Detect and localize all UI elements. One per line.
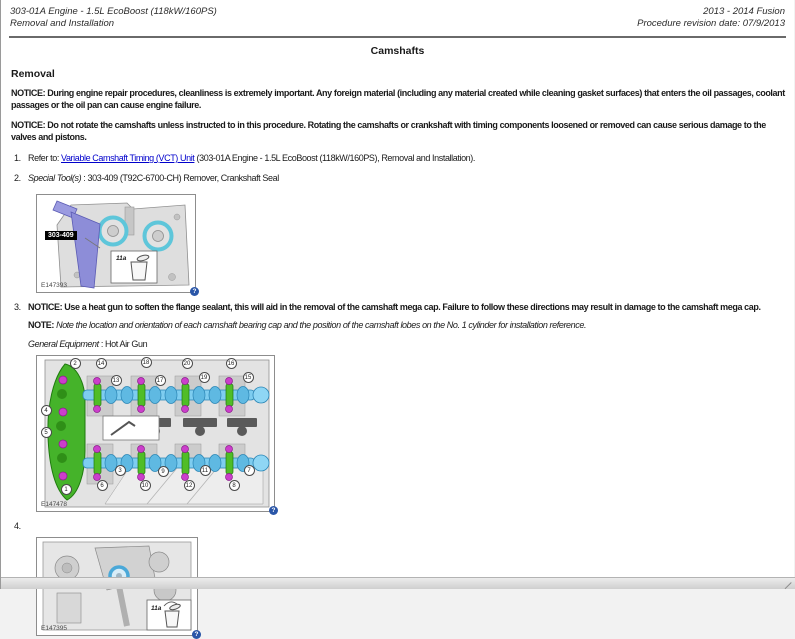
callout-7: 7: [244, 465, 255, 476]
step-3-notice: NOTICE: Use a heat gun to soften the flange sealant, this will aid in the removal of the camshaft mega cap. Failure to follow these directions may result in damage to the camshaft mega cap.: [28, 302, 761, 313]
resize-grip[interactable]: [784, 579, 793, 587]
callout-15: 15: [243, 372, 254, 383]
header-left: [10, 6, 217, 31]
help-icon[interactable]: ?: [192, 630, 201, 639]
callout-2: 2: [70, 358, 81, 369]
help-icon[interactable]: ?: [269, 506, 278, 515]
notice-do-not-rotate: NOTICE: Do not rotate the camshafts unless instructed to in this procedure. Rotating the camshafts or crankshaft with timing components loosened or removed can cause serious damage to the valves and pistons.: [11, 119, 766, 143]
callout-1: 1: [61, 484, 72, 495]
step-1: [1, 152, 788, 164]
callout-11: 11: [200, 465, 211, 476]
figure-caption: E147395: [41, 624, 68, 632]
callout-6: 6: [97, 480, 108, 491]
section-heading: Removal: [11, 67, 55, 80]
figure-caption: E147393: [41, 282, 68, 290]
callout-3: 3: [115, 465, 126, 476]
step-1-number: 1.: [14, 153, 21, 164]
step-4: [1, 520, 788, 532]
note-text: Note the location and orientation of each camshaft bearing cap and the position of the camshaft lobes on the No. 1 cylinder for installation reference.: [54, 320, 587, 331]
heat-gun-sketch-inset: [103, 416, 159, 440]
step-2-number: 2.: [14, 173, 21, 184]
special-tools-label: Special Tool(s): [28, 173, 82, 184]
general-equipment-value: : Hot Air Gun: [98, 338, 148, 349]
header-procedure-type: Removal and Installation: [10, 18, 115, 30]
callout-20: 20: [182, 358, 193, 369]
callout-9: 9: [158, 466, 169, 477]
note-label: NOTE:: [28, 320, 54, 331]
step-2-text: [28, 172, 788, 184]
step-1-prefix: Refer to:: [28, 153, 62, 164]
tool-number-label: 303-409: [45, 231, 77, 240]
callout-13: 13: [111, 375, 122, 386]
figure-seal-remover: [36, 194, 197, 296]
callout-14: 14: [96, 358, 107, 369]
step-3-note: [28, 319, 788, 331]
callout-16: 16: [226, 358, 237, 369]
page-title: Camshafts: [370, 44, 425, 57]
header-revision-date: Procedure revision date: 07/9/2013: [637, 18, 785, 30]
callout-4: 4: [41, 405, 52, 416]
discard-inset-label: 11a: [116, 255, 127, 263]
callout-18: 18: [141, 357, 152, 368]
callout-12: 12: [184, 480, 195, 491]
callout-19: 19: [199, 372, 210, 383]
header-vehicle: 2013 - 2014 Fusion: [703, 6, 785, 17]
help-icon[interactable]: ?: [190, 287, 199, 296]
callout-8: 8: [229, 480, 240, 491]
step-1-text: [28, 152, 788, 164]
discard-inset-label: 11a: [151, 604, 162, 612]
step-3-number: 3.: [14, 302, 21, 313]
vct-unit-link[interactable]: Variable Camshaft Timing (VCT) Unit: [61, 153, 195, 164]
step-4-number: 4.: [14, 520, 21, 531]
general-equipment-label: General Equipment: [28, 338, 99, 349]
step-1-suffix: (303-01A Engine - 1.5L EcoBoost (118kW/160PS), Removal and Installation).: [194, 153, 475, 164]
callout-5: 5: [41, 427, 52, 438]
callout-10: 10: [140, 480, 151, 491]
horizontal-scrollbar[interactable]: [1, 577, 795, 589]
notice-cleanliness: NOTICE: During engine repair procedures, cleanliness is extremely important. Any foreign material (including any material created while cleaning gasket surfaces) that enters the oil passages, coolant passages or the oil pan can cause engine failure.: [11, 87, 785, 111]
figure-camshafts-overview: [36, 355, 275, 512]
callout-17: 17: [155, 375, 166, 386]
step-3-equipment: [28, 338, 788, 350]
header-section-title: 303-01A Engine - 1.5L EcoBoost (118kW/160PS): [10, 6, 217, 17]
header-right: [637, 6, 785, 31]
special-tools-value: : 303-409 (T92C-6700-CH) Remover, Crankshaft Seal: [81, 173, 279, 184]
step-2: [1, 172, 788, 184]
page-header: [1, 0, 794, 31]
figure-caption: E147478: [41, 500, 68, 508]
header-divider: [9, 36, 786, 38]
figure-seal-remover-illustration: [37, 195, 195, 292]
step-3: [1, 301, 788, 313]
